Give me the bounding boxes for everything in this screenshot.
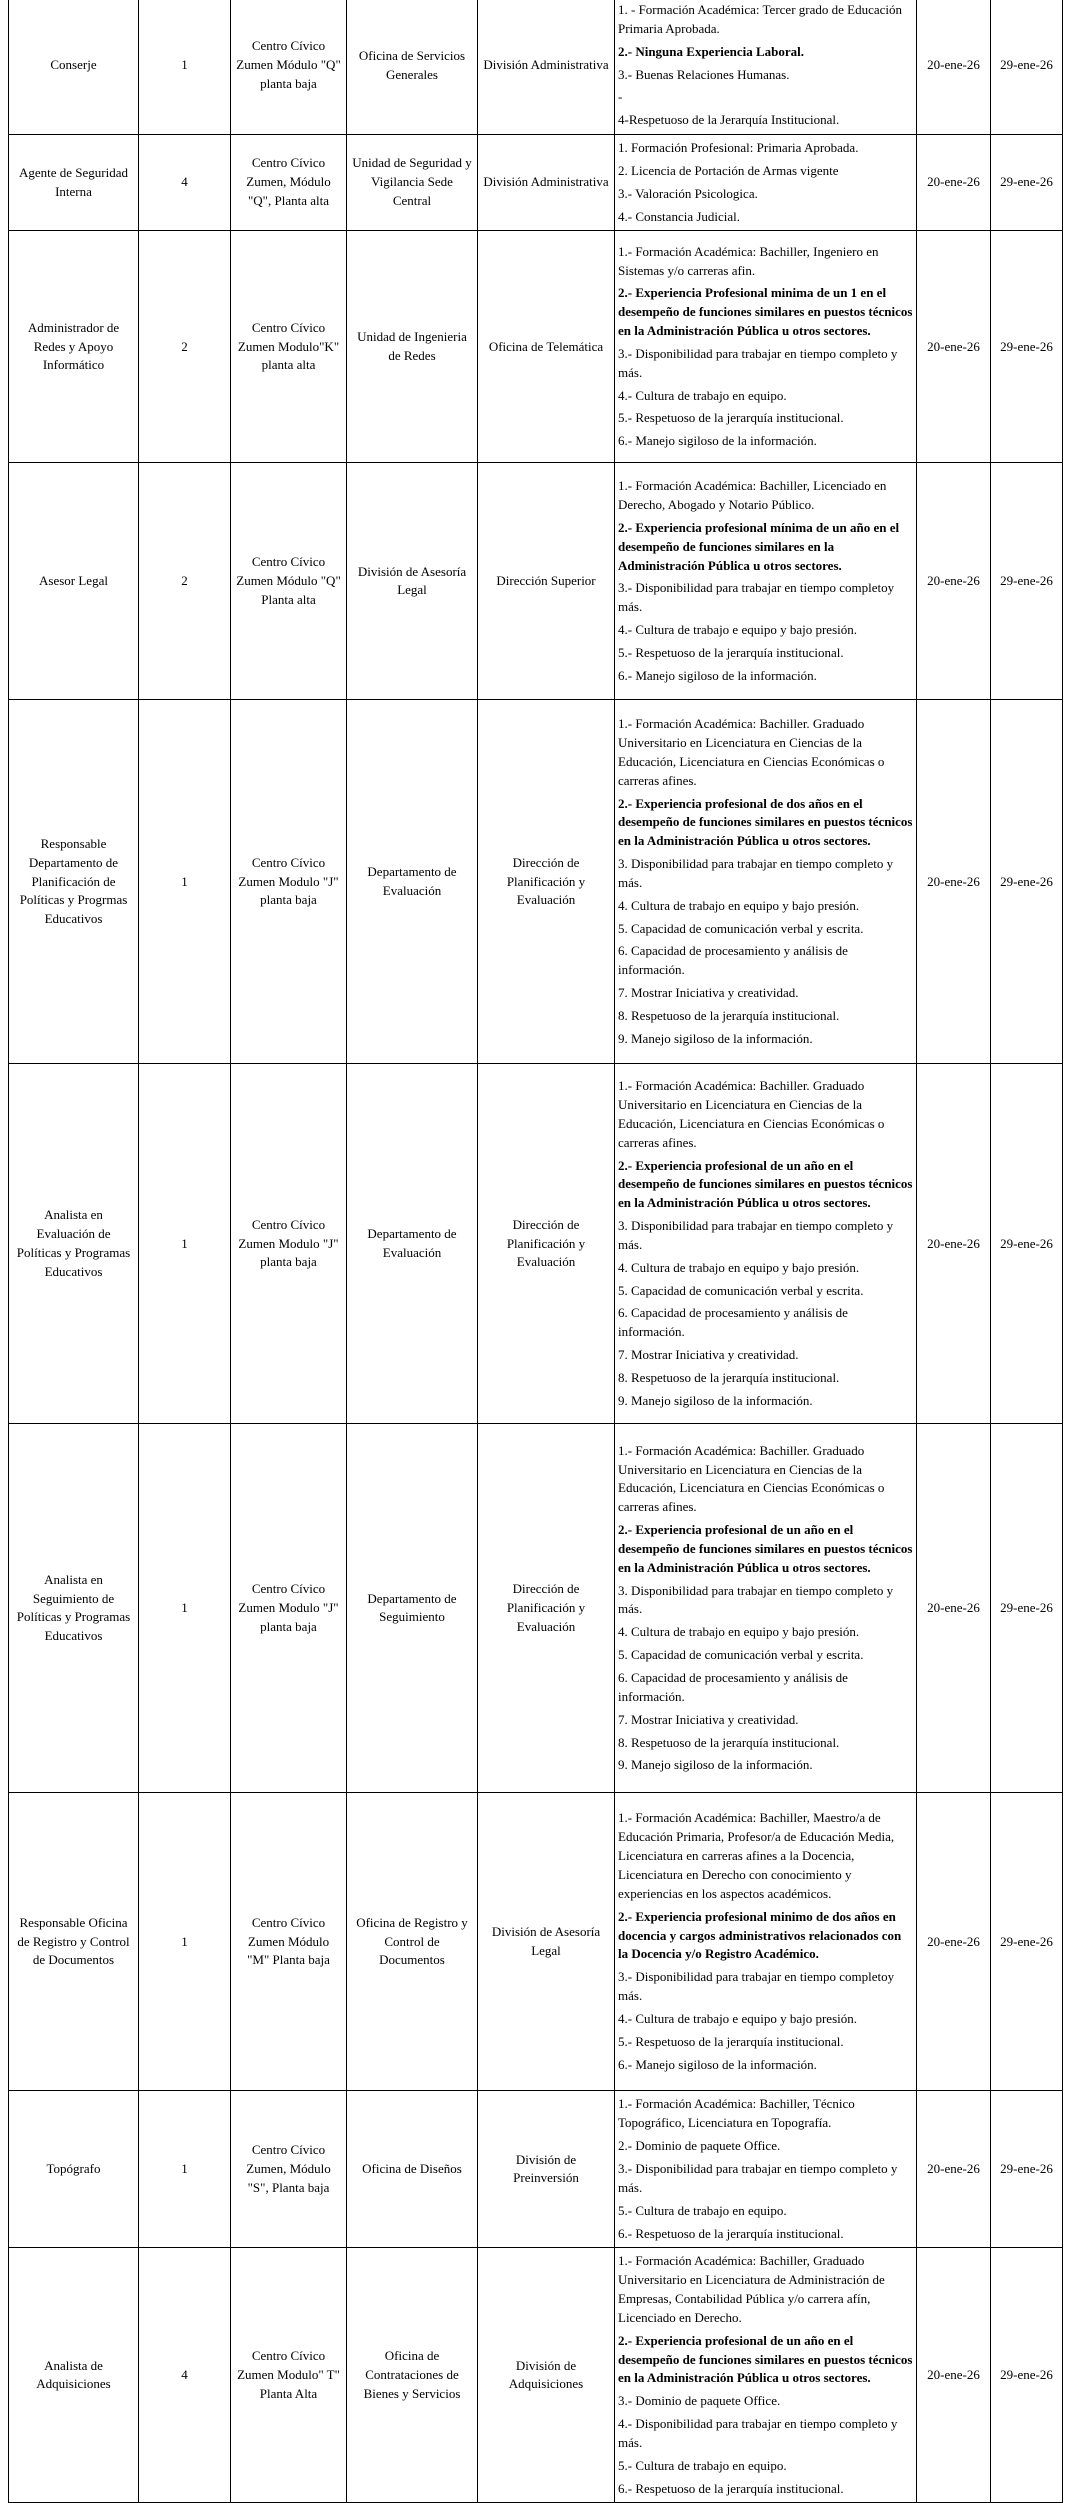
requirement-line: 2.- Experiencia profesional de un año en el desempeño de funciones similares en puestos técnicos en la Administración Pública u otros sectores.: [618, 1522, 913, 1575]
requirement-line: 6. Capacidad de procesamiento y análisis de información.: [618, 943, 848, 978]
unit-cell: Oficina de Contrataciones de Bienes y Servicios: [347, 2248, 478, 2503]
position-cell: Topógrafo: [9, 2091, 139, 2248]
position-cell: Agente de Seguridad Interna: [9, 135, 139, 231]
requirement-line: 1.- Formación Académica: Bachiller, Técnico Topográfico, Licenciatura en Topografía.: [618, 2096, 855, 2131]
openings-cell: 1: [139, 700, 231, 1064]
requirements-cell: [615, 463, 917, 700]
unit-cell: Departamento de Evaluación: [347, 700, 478, 1064]
requirement-line: 3.- Dominio de paquete Office.: [618, 2393, 781, 2409]
requirement-line: 2.- Experiencia profesional de dos años en el desempeño de funciones similares en puestos técnicos en la Administración Pública u otros sectores.: [618, 795, 913, 849]
requirement-line: 2.- Experiencia profesional mínima de un año en el desempeño de funciones similares en la Administración Pública u otros sectores.: [618, 519, 900, 573]
requirement-line: 3.- Disponibilidad para trabajar en tiempo completoy más.: [618, 580, 895, 615]
requirement-line: 4. Cultura de trabajo en equipo y bajo presión.: [618, 897, 860, 913]
requirement-line: 3.- Disponibilidad para trabajar en tiempo completo y más.: [618, 345, 898, 380]
requirement-line: 1.- Formación Académica: Bachiller, Maestro/a de Educación Primaria, Profesor/a de Educación Media, Licenciatura en carreras afines a la Docencia, Licenciatura en Derecho con conocimiento y experiencias en los aspectos académicos.: [618, 1810, 895, 1901]
position-cell: Analista de Adquisiciones: [9, 2248, 139, 2503]
unit-cell: División de Asesoría Legal: [347, 463, 478, 700]
requirements-cell: [615, 135, 917, 231]
requirement-line: 1.- Formación Académica: Bachiller. Graduado Universitario en Licenciatura en Ciencias de la Educación, Licenciatura en Ciencias Económicas o carreras afines.: [618, 716, 885, 788]
requirement-line: 4. Cultura de trabajo en equipo y bajo presión.: [618, 1259, 860, 1275]
start-date-cell: 20-ene-26: [917, 135, 991, 231]
requirement-line: 2.- Experiencia profesional de un año en el desempeño de funciones similares en puestos técnicos en la Administración Pública u otros sectores.: [618, 1157, 913, 1211]
department-cell: Dirección Superior: [478, 463, 615, 700]
end-date-cell: 29-ene-26: [991, 1424, 1063, 1793]
department-cell: Dirección de Planificación y Evaluación: [478, 1064, 615, 1424]
requirement-line: 8. Respetuoso de la jerarquía institucional.: [618, 1734, 840, 1750]
end-date-cell: 29-ene-26: [991, 700, 1063, 1064]
requirements-cell: [615, 1424, 917, 1793]
start-date-cell: 20-ene-26: [917, 700, 991, 1064]
requirement-line: 2.- Experiencia profesional de un año en el desempeño de funciones similares en puestos técnicos en la Administración Pública u otros sectores.: [618, 2332, 913, 2386]
department-cell: Dirección de Planificación y Evaluación: [478, 700, 615, 1064]
requirement-line: 6.- Manejo sigiloso de la información.: [618, 667, 817, 683]
end-date-cell: 29-ene-26: [991, 463, 1063, 700]
end-date-cell: 29-ene-26: [991, 231, 1063, 463]
requirements-cell: [615, 1793, 917, 2091]
requirement-line: 8. Respetuoso de la jerarquía institucional.: [618, 1370, 840, 1385]
requirement-line: 1.- Formación Académica: Bachiller, Ingeniero en Sistemas y/o carreras afin.: [618, 243, 879, 278]
start-date-cell: 20-ene-26: [917, 231, 991, 463]
requirement-line: 9. Manejo sigiloso de la información.: [618, 1030, 813, 1046]
requirement-line: 9. Manejo sigiloso de la información.: [618, 1757, 813, 1773]
end-date-cell: 29-ene-26: [991, 135, 1063, 231]
location-cell: Centro Cívico Zumen Modulo"K" planta alta: [231, 231, 347, 463]
position-cell: Responsable Oficina de Registro y Control de Documentos: [9, 1793, 139, 2091]
requirement-line: 1.- Formación Académica: Bachiller. Graduado Universitario en Licenciatura en Ciencias de la Educación, Licenciatura en Ciencias Económicas o carreras afines.: [618, 1442, 885, 1515]
requirement-line: 5.- Respetuoso de la jerarquía institucional.: [618, 644, 844, 660]
requirement-line: 4. Cultura de trabajo en equipo y bajo presión.: [618, 1624, 860, 1640]
requirement-line: 3.- Disponibilidad para trabajar en tiempo completo y más.: [618, 2160, 898, 2195]
requirement-line: 3. Disponibilidad para trabajar en tiempo completo y más.: [618, 1582, 894, 1617]
table-row: [9, 463, 1063, 700]
location-cell: Centro Cívico Zumen Módulo "Q" Planta alta: [231, 463, 347, 700]
location-cell: Centro Cívico Zumen Modulo "J" planta baja: [231, 1424, 347, 1793]
vacancies-table: [8, 0, 1063, 2503]
table-row: [9, 1424, 1063, 1793]
table-row: [9, 135, 1063, 231]
requirement-line: 2.- Experiencia Profesional minima de un 1 en el desempeño de funciones similares en puestos técnicos en la Administración Pública u otros sectores.: [618, 285, 913, 339]
department-cell: División Administrativa: [478, 0, 615, 135]
requirement-line: 2.- Experiencia profesional minimo de dos años en docencia y cargos administrativos relacionados con la Docencia y/o Registro Académico.: [618, 1908, 902, 1962]
location-cell: Centro Cívico Zumen, Módulo "S", Planta baja: [231, 2091, 347, 2248]
requirement-line: 3.- Buenas Relaciones Humanas.: [618, 66, 790, 82]
requirement-line: 4.- Cultura de trabajo e equipo y bajo presión.: [618, 2010, 857, 2026]
requirement-line: 5. Capacidad de comunicación verbal y escrita.: [618, 1282, 864, 1298]
requirement-line: 5. Capacidad de comunicación verbal y escrita.: [618, 920, 864, 936]
openings-cell: 1: [139, 1064, 231, 1424]
requirement-line: 5.- Respetuoso de la jerarquía institucional.: [618, 410, 844, 426]
requirement-line: 7. Mostrar Iniciativa y creatividad.: [618, 1347, 799, 1363]
unit-cell: Oficina de Diseños: [347, 2091, 478, 2248]
requirement-line: 4-Respetuoso de la Jerarquía Institucional.: [618, 112, 840, 128]
vacancies-table-body: [9, 0, 1063, 2503]
requirement-line: 6.- Manejo sigiloso de la información.: [618, 2056, 817, 2072]
requirements-cell: [615, 2091, 917, 2248]
position-cell: Analista en Evaluación de Políticas y Programas Educativos: [9, 1064, 139, 1424]
requirement-line: 6.- Respetuoso de la jerarquía institucional.: [618, 2225, 844, 2241]
table-row: [9, 700, 1063, 1064]
end-date-cell: 29-ene-26: [991, 0, 1063, 135]
department-cell: División de Adquisiciones: [478, 2248, 615, 2503]
openings-cell: 4: [139, 2248, 231, 2503]
requirement-line: -: [618, 89, 623, 105]
requirement-line: 4.- Constancia Judicial.: [618, 208, 741, 224]
openings-cell: 4: [139, 135, 231, 231]
location-cell: Centro Cívico Zumen Modulo" T" Planta Alta: [231, 2248, 347, 2503]
requirement-line: 3.- Disponibilidad para trabajar en tiempo completoy más.: [618, 1969, 895, 2004]
unit-cell: Oficina de Servicios Generales: [347, 0, 478, 135]
table-row: [9, 2248, 1063, 2503]
start-date-cell: 20-ene-26: [917, 0, 991, 135]
requirements-cell: [615, 0, 917, 135]
requirement-line: 3.- Valoración Psicologica.: [618, 185, 758, 201]
requirement-line: 8. Respetuoso de la jerarquía institucional.: [618, 1008, 840, 1023]
location-cell: Centro Cívico Zumen, Módulo "Q", Planta alta: [231, 135, 347, 231]
requirement-line: 5.- Cultura de trabajo en equipo.: [618, 2457, 787, 2473]
position-cell: Analista en Seguimiento de Políticas y Programas Educativos: [9, 1424, 139, 1793]
start-date-cell: 20-ene-26: [917, 2091, 991, 2248]
requirement-line: 4.- Cultura de trabajo e equipo y bajo presión.: [618, 622, 857, 638]
requirement-line: 2.- Dominio de paquete Office.: [618, 2138, 781, 2154]
table-row: [9, 0, 1063, 135]
requirement-line: 5. Capacidad de comunicación verbal y escrita.: [618, 1647, 864, 1663]
requirement-line: 5.- Cultura de trabajo en equipo.: [618, 2202, 787, 2218]
start-date-cell: 20-ene-26: [917, 1793, 991, 2091]
unit-cell: Unidad de Ingenieria de Redes: [347, 231, 478, 463]
department-cell: Oficina de Telemática: [478, 231, 615, 463]
openings-cell: 1: [139, 1424, 231, 1793]
unit-cell: Oficina de Registro y Control de Documentos: [347, 1793, 478, 2091]
start-date-cell: 20-ene-26: [917, 463, 991, 700]
location-cell: Centro Cívico Zumen Modulo "J" planta baja: [231, 700, 347, 1064]
position-cell: Responsable Departamento de Planificación de Políticas y Progrmas Educativos: [9, 700, 139, 1064]
position-cell: Asesor Legal: [9, 463, 139, 700]
position-cell: Conserje: [9, 0, 139, 135]
unit-cell: Departamento de Seguimiento: [347, 1424, 478, 1793]
requirement-line: 3. Disponibilidad para trabajar en tiempo completo y más.: [618, 856, 894, 890]
department-cell: División Administrativa: [478, 135, 615, 231]
requirements-cell: [615, 700, 917, 1064]
department-cell: División de Asesoría Legal: [478, 1793, 615, 2091]
requirement-line: 1. Formación Profesional: Primaria Aprobada.: [618, 140, 859, 156]
table-row: [9, 1064, 1063, 1424]
requirement-line: 7. Mostrar Iniciativa y creatividad.: [618, 985, 799, 1001]
requirement-line: 1.- Formación Académica: Bachiller, Licenciado en Derecho, Abogado y Notario Público.: [618, 478, 887, 513]
requirement-line: 7. Mostrar Iniciativa y creatividad.: [618, 1711, 799, 1727]
requirement-line: 6.- Manejo sigiloso de la información.: [618, 433, 817, 449]
table-row: [9, 2091, 1063, 2248]
requirements-cell: [615, 231, 917, 463]
requirement-line: 6. Capacidad de procesamiento y análisis de información.: [618, 1305, 848, 1340]
table-row: [9, 231, 1063, 463]
end-date-cell: 29-ene-26: [991, 2091, 1063, 2248]
end-date-cell: 29-ene-26: [991, 1793, 1063, 2091]
position-cell: Administrador de Redes y Apoyo Informático: [9, 231, 139, 463]
requirement-line: 6.- Respetuoso de la jerarquía institucional.: [618, 2480, 844, 2496]
openings-cell: 1: [139, 0, 231, 135]
location-cell: Centro Cívico Zumen Módulo "Q" planta baja: [231, 0, 347, 135]
location-cell: Centro Cívico Zumen Módulo "M" Planta baja: [231, 1793, 347, 2091]
requirement-line: 3. Disponibilidad para trabajar en tiempo completo y más.: [618, 1218, 894, 1252]
department-cell: División de Preinversión: [478, 2091, 615, 2248]
requirement-line: 2. Licencia de Portación de Armas vigente: [618, 162, 839, 178]
department-cell: Dirección de Planificación y Evaluación: [478, 1424, 615, 1793]
requirements-cell: [615, 2248, 917, 2503]
openings-cell: 1: [139, 1793, 231, 2091]
location-cell: Centro Cívico Zumen Modulo "J" planta baja: [231, 1064, 347, 1424]
openings-cell: 1: [139, 2091, 231, 2248]
requirement-line: 4.- Disponibilidad para trabajar en tiempo completo y más.: [618, 2416, 898, 2450]
unit-cell: Unidad de Seguridad y Vigilancia Sede Central: [347, 135, 478, 231]
start-date-cell: 20-ene-26: [917, 2248, 991, 2503]
requirements-cell: [615, 1064, 917, 1424]
openings-cell: 2: [139, 463, 231, 700]
requirement-line: 1. - Formación Académica: Tercer grado de Educación Primaria Aprobada.: [618, 2, 903, 36]
requirement-line: 9. Manejo sigiloso de la información.: [618, 1392, 813, 1408]
table-row: [9, 1793, 1063, 2091]
requirement-line: 1.- Formación Académica: Bachiller, Graduado Universitario en Licenciatura de Administración de Empresas, Contabilidad Pública y/o carrera afín, Licenciado en Derecho.: [618, 2253, 885, 2325]
unit-cell: Departamento de Evaluación: [347, 1064, 478, 1424]
start-date-cell: 20-ene-26: [917, 1424, 991, 1793]
end-date-cell: 29-ene-26: [991, 1064, 1063, 1424]
requirement-line: 4.- Cultura de trabajo en equipo.: [618, 387, 787, 403]
end-date-cell: 29-ene-26: [991, 2248, 1063, 2503]
start-date-cell: 20-ene-26: [917, 1064, 991, 1424]
requirement-line: 1.- Formación Académica: Bachiller. Graduado Universitario en Licenciatura en Ciencias de la Educación, Licenciatura en Ciencias Económicas o carreras afines.: [618, 1078, 885, 1150]
openings-cell: 2: [139, 231, 231, 463]
requirement-line: 5.- Respetuoso de la jerarquía institucional.: [618, 2033, 844, 2049]
requirement-line: 6. Capacidad de procesamiento y análisis de información.: [618, 1669, 848, 1704]
requirement-line: 2.- Ninguna Experiencia Laboral.: [618, 43, 804, 59]
